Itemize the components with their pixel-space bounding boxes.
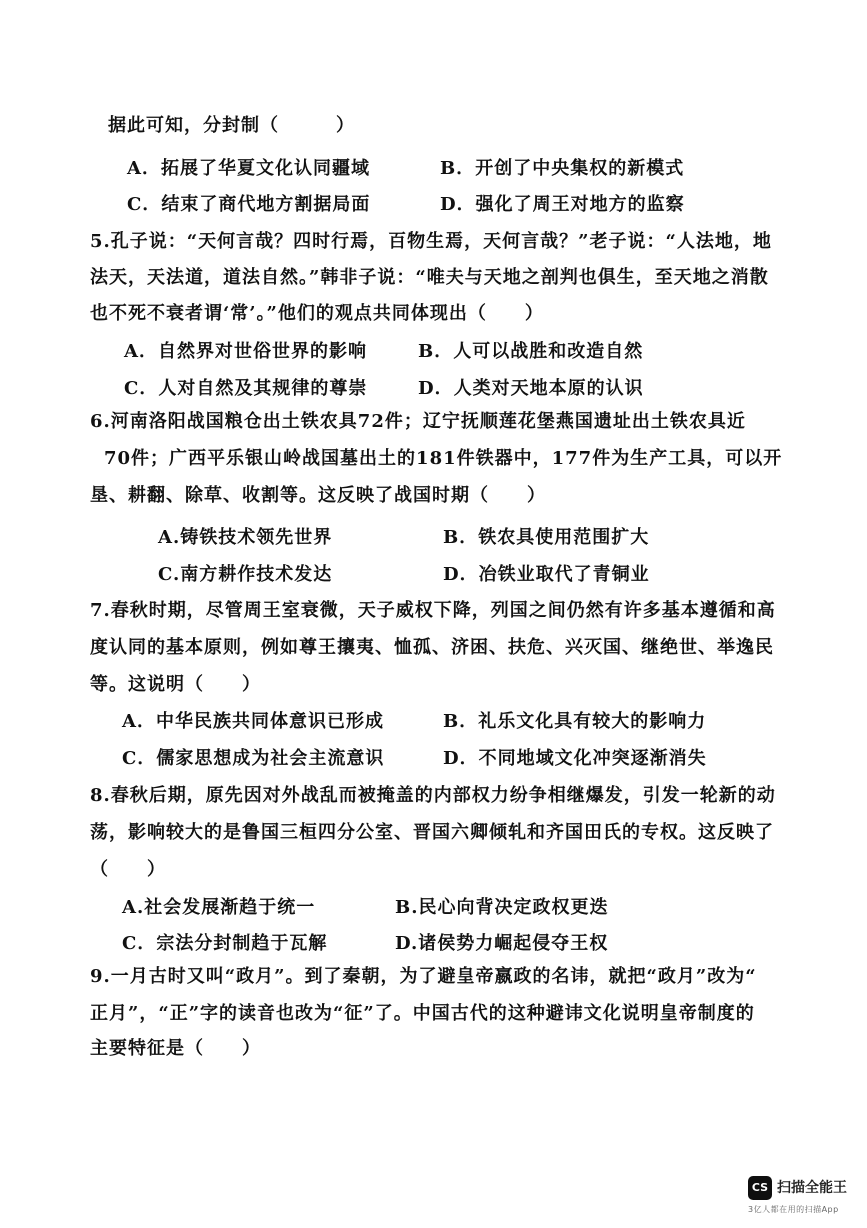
question-7-line-2: 度认同的基本原则，例如尊王攘夷、恤孤、济困、扶危、兴灭国、继绝世、举逸民 — [90, 637, 774, 658]
question-9-line-1: 9.一月古时又叫“政月”。到了秦朝，为了避皇帝嬴政的名讳，就把“政月”改为“ — [90, 966, 757, 987]
option-c: C．人对自然及其规律的尊崇 — [124, 378, 368, 399]
question-6-line-2: 70件；广西平乐银山岭战国墓出土的181件铁器中，177件为生产工具，可以开 — [104, 448, 783, 469]
option-a: A.铸铁技术领先世界 — [158, 527, 333, 548]
option-b: B.民心向背决定政权更迭 — [395, 897, 609, 918]
question-8-line-3: （ ） — [90, 859, 166, 880]
question-9-line-3: 主要特征是（ ） — [90, 1038, 261, 1059]
option-a: A.社会发展渐趋于统一 — [122, 897, 316, 918]
option-d: D．不同地域文化冲突逐渐消失 — [443, 748, 707, 769]
option-b: B．开创了中央集权的新模式 — [440, 158, 685, 179]
question-6-line-3: 垦、耕翻、除草、收割等。这反映了战国时期（ ） — [90, 485, 546, 506]
option-b: B．礼乐文化具有较大的影响力 — [443, 711, 707, 732]
watermark-app-name: 扫描全能王 — [777, 1180, 847, 1196]
option-d: D．强化了周王对地方的监察 — [440, 194, 685, 215]
question-4-stem: 据此可知，分封制（ ） — [108, 115, 355, 136]
option-b: B．铁农具使用范围扩大 — [443, 527, 650, 548]
option-c: C.南方耕作技术发达 — [158, 564, 333, 585]
question-9-line-2: 正月”，“正”字的读音也改为“征”了。中国古代的这种避讳文化说明皇帝制度的 — [90, 1003, 755, 1024]
option-c: C．结束了商代地方割据局面 — [127, 194, 371, 215]
question-6-line-1: 6.河南洛阳战国粮仓出土铁农具72件；辽宁抚顺莲花堡燕国遗址出土铁农具近 — [90, 411, 746, 432]
scanner-watermark — [748, 1176, 863, 1224]
question-8-line-1: 8.春秋后期，原先因对外战乱而被掩盖的内部权力纷争相继爆发，引发一轮新的动 — [90, 785, 776, 806]
option-c: C．宗法分封制趋于瓦解 — [122, 933, 328, 954]
question-7-line-3: 等。这说明（ ） — [90, 674, 261, 695]
question-5-line-1: 5.孔子说：“天何言哉？四时行焉，百物生焉，天何言哉？”老子说：“人法地，地 — [90, 231, 772, 252]
option-a: A．中华民族共同体意识已形成 — [122, 711, 384, 732]
camscanner-logo-icon: CS — [748, 1176, 772, 1200]
option-d: D.诸侯势力崛起侵夺王权 — [395, 933, 609, 954]
watermark-tagline: 3亿人都在用的扫描App — [748, 1205, 839, 1214]
question-5-line-2: 法天，天法道，道法自然。”韩非子说：“唯夫与天地之剖判也俱生，至天地之消散 — [90, 267, 769, 288]
question-8-line-2: 荡，影响较大的是鲁国三桓四分公室、晋国六卿倾轧和齐国田氏的专权。这反映了 — [90, 822, 774, 843]
option-a: A．拓展了华夏文化认同疆域 — [127, 158, 370, 179]
option-b: B．人可以战胜和改造自然 — [418, 341, 644, 362]
question-5-line-3: 也不死不衰者谓‘常’。”他们的观点共同体现出（ ） — [90, 303, 544, 324]
question-7-line-1: 7.春秋时期，尽管周王室衰微，天子威权下降，列国之间仍然有许多基本遵循和高 — [90, 600, 776, 621]
option-d: D．冶铁业取代了青铜业 — [443, 564, 650, 585]
option-d: D．人类对天地本原的认识 — [418, 378, 644, 399]
option-a: A．自然界对世俗世界的影响 — [124, 341, 367, 362]
option-c: C．儒家思想成为社会主流意识 — [122, 748, 385, 769]
